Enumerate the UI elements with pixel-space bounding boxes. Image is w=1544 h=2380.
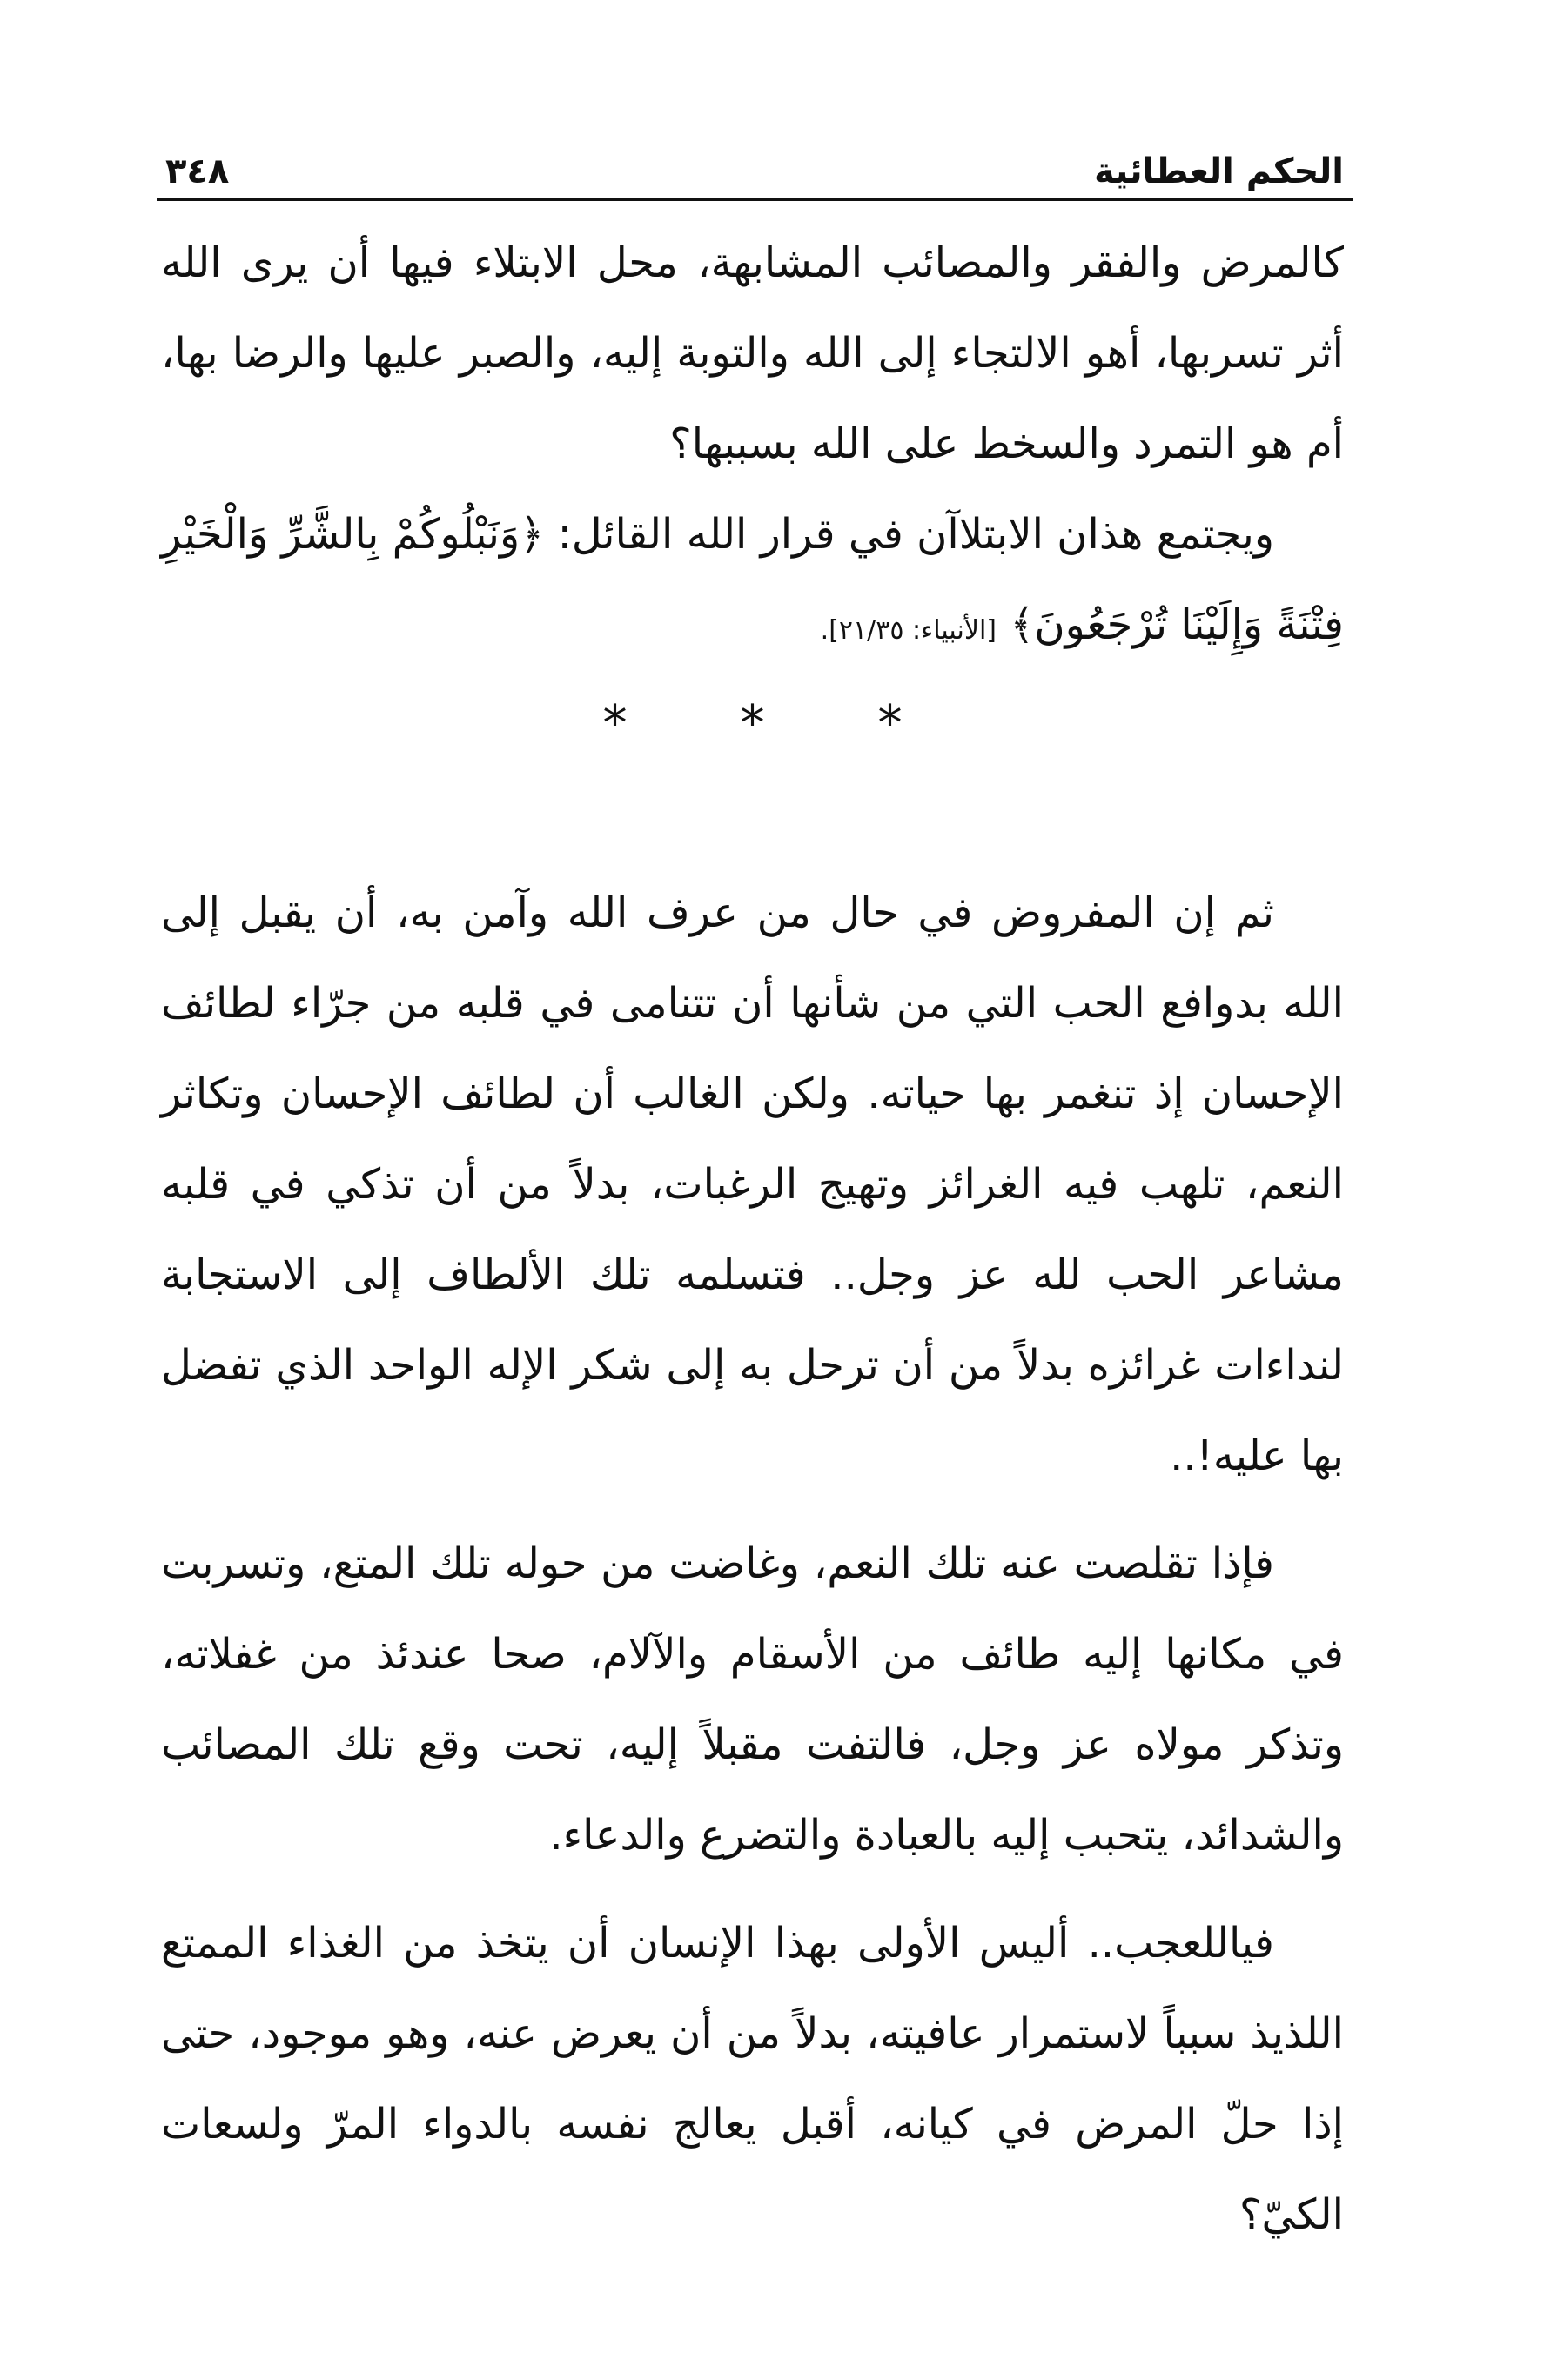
page-body [161,218,1344,2260]
book-title: الحكم العطائية [1093,151,1344,191]
header-divider [157,198,1353,201]
paragraph-3: ثم إن المفروض في حال من عرف الله وآمن به، أن يقبل إلى الله بدوافع الحب التي من شأنها أن تتنامى في قلبه من جرّاء لطائف الإحسان إذ تنغمر بها حياته. ولكن الغالب أن لطائف الإحسان وتكاثر النعم، تلهب فيه الغرائز وتهيج الرغبات، بدلاً من أن تذكي في قلبه مشاعر الحب لله عز وجل.. فتسلمه تلك الألطاف إلى الاستجابة لنداءات غرائزه بدلاً من أن ترحل به إلى شكر الإله الواحد الذي تفضل بها عليه!.. [161,888,1344,1480]
quran-reference: [الأنبياء: ٢١/٣٥]. [820,615,997,646]
page-number: ٣٤٨ [165,151,230,191]
paragraph-1: كالمرض والفقر والمصائب المشابهة، محل الابتلاء فيها أن يرى الله أثر تسربها، أهو الالتجاء إلى الله والتوبة إليه، والصبر عليها والرضا بها، أم هو التمرد والسخط على الله بسببها؟ [161,238,1344,468]
paragraph-5: فياللعجب.. أليس الأولى بهذا الإنسان أن يتخذ من الغذاء الممتع اللذيذ سبباً لاستمرار عافيته، بدلاً من أن يعرض عنه، وهو موجود، حتى إذا حلّ المرض في كيانه، أقبل يعالج نفسه بالدواء المرّ ولسعات الكيّ؟ [161,1919,1344,2239]
section-separator [161,676,1344,781]
paragraph-2-text: ويجتمع هذان الابتلاآن في قرار الله القائل: ﴿وَنَبْلُوكُمْ بِالشَّرِّ وَالْخَيْرِ فِتْنَةً وَإِلَيْنَا تُرْجَعُونَ﴾ [161,510,1344,649]
page-header [165,139,1344,191]
paragraph-2 [161,489,1344,676]
separator-star: * [602,695,628,752]
separator-star: * [740,695,765,752]
separator-star: * [877,695,903,752]
paragraph-4: فإذا تقلصت عنه تلك النعم، وغاضت من حوله تلك المتع، وتسربت في مكانها إليه طائف من الأسقام والآلام، صحا عندئذ من غفلاته، وتذكر مولاه عز وجل، فالتفت مقبلاً إليه، تحت وقع تلك المصائب والشدائد، يتحبب إليه بالعبادة والتضرع والدعاء. [161,1539,1344,1860]
